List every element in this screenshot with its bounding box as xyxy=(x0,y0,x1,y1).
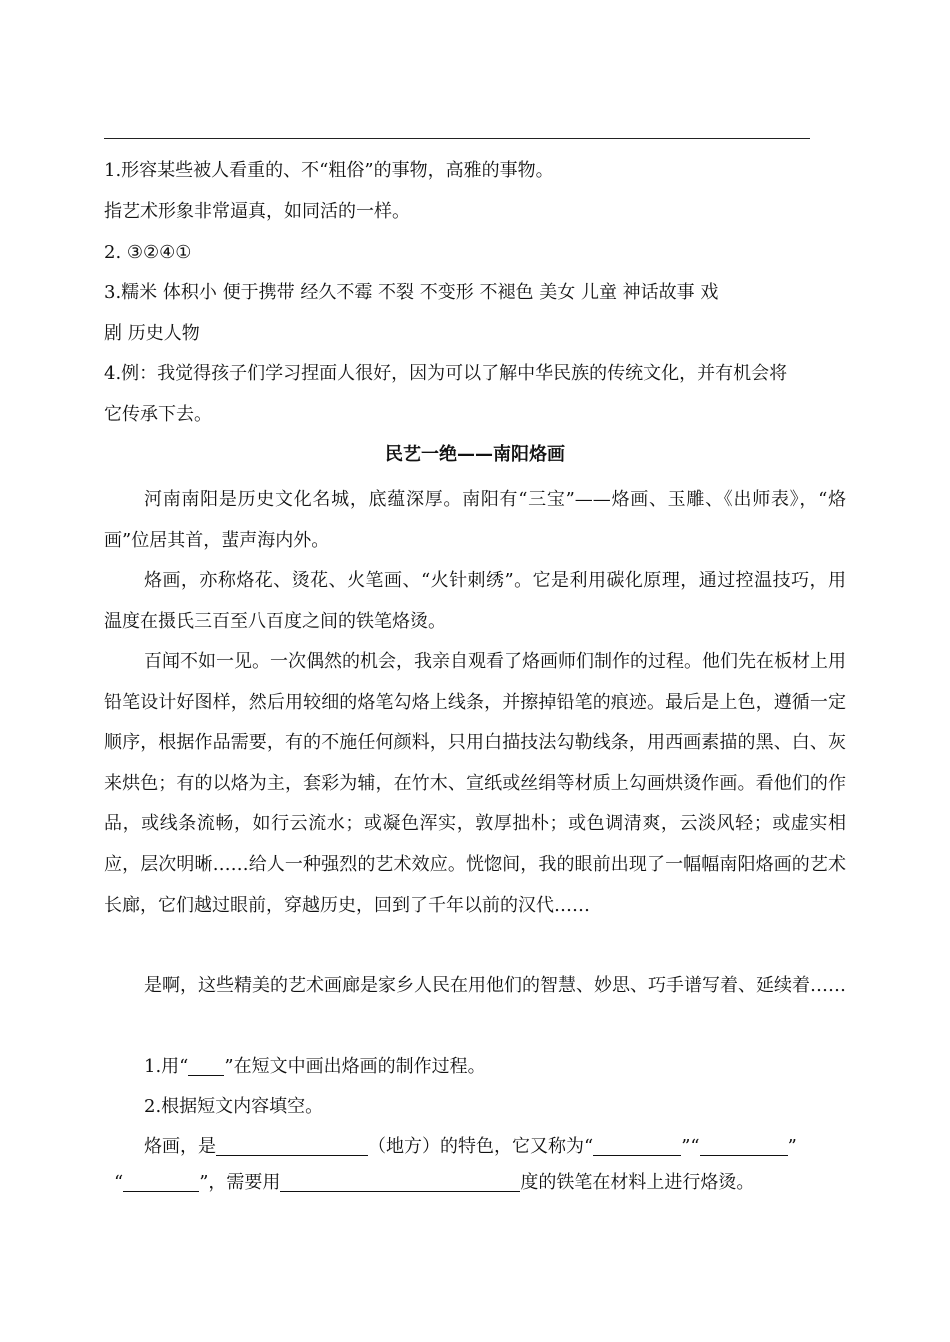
passage-title: 民艺一绝——南阳烙画 xyxy=(385,444,565,465)
header-rule xyxy=(104,138,810,139)
answer-3-line-1: 3.糯米 体积小 便于携带 经久不霉 不裂 不变形 不褪色 美女 儿童 神话故事 戏 xyxy=(104,282,719,303)
fill-text-b: （地方）的特色，它又称为“ xyxy=(368,1136,594,1157)
fill-text-c: ”“ xyxy=(681,1136,700,1157)
question-2-fill-line-2 xyxy=(114,1170,754,1196)
blank-alias-1[interactable] xyxy=(593,1135,681,1156)
question-2: 2.根据短文内容填空。 xyxy=(144,1096,324,1117)
answer-1-line-1: 1.形容某些被人看重的、不“粗俗”的事物，高雅的事物。 xyxy=(104,160,554,181)
question-1-prefix: 1.用“ xyxy=(144,1056,189,1077)
answer-4-line-2: 它传承下去。 xyxy=(104,404,212,425)
question-1-underline-sample xyxy=(188,1055,224,1076)
passage-paragraph-1: 河南南阳是历史文化名城，底蕴深厚。南阳有“三宝”——烙画、玉雕、《出师表》，“烙画”位居其首，蜚声海内外。 xyxy=(104,489,846,551)
fill-text-a: 烙画，是 xyxy=(144,1136,216,1157)
answer-4-line-1: 4.例：我觉得孩子们学习捏面人很好，因为可以了解中华民族的传统文化，并有机会将 xyxy=(104,363,788,384)
answer-1-line-2: 指艺术形象非常逼真，如同活的一样。 xyxy=(104,201,410,222)
passage-paragraph-3: 百闻不如一见。一次偶然的机会，我亲自观看了烙画师们制作的过程。他们先在板材上用铅笔设计好图样，然后用较细的烙笔勾烙上线条，并擦掉铅笔的痕迹。最后是上色，遵循一定顺序，根据作品需要，有的不施任何颜料，只用白描技法勾勒线条，用西画素描的黑、白、灰来烘色；有的以烙为主，套彩为辅，在竹木、宣纸或丝绢等材质上勾画烘烫作画。看他们的作品，或线条流畅，如行云流水；或凝色浑实，敦厚拙朴；或色调清爽，云淡风轻；或虚实相应，层次明晰……给人一种强烈的艺术效应。恍惚间，我的眼前出现了一幅幅南阳烙画的艺术长廊，它们越过眼前，穿越历史，回到了千年以前的汉代…… xyxy=(104,651,846,916)
passage-paragraph-4: 是啊，这些精美的艺术画廊是家乡人民在用他们的智慧、妙思、巧手谱写着、延续着…… xyxy=(144,975,846,996)
fill-text-f: ”，需要用 xyxy=(199,1172,281,1193)
fill-text-e: “ xyxy=(114,1172,124,1193)
fill-text-g: 度的铁笔在材料上进行烙烫。 xyxy=(520,1172,755,1193)
passage-paragraph-2: 烙画，亦称烙花、烫花、火笔画、“火针刺绣”。它是利用碳化原理，通过控温技巧，用温度在摄氏三百至八百度之间的铁笔烙烫。 xyxy=(104,570,846,632)
blank-place[interactable] xyxy=(216,1135,368,1156)
blank-alias-3[interactable] xyxy=(123,1171,199,1192)
blank-temperature[interactable] xyxy=(280,1171,520,1192)
question-1-suffix: ”在短文中画出烙画的制作过程。 xyxy=(224,1056,486,1077)
blank-alias-2[interactable] xyxy=(700,1135,788,1156)
fill-text-d: ” xyxy=(787,1136,797,1157)
question-1 xyxy=(144,1054,486,1080)
answer-3-line-2: 剧 历史人物 xyxy=(104,323,200,344)
question-2-fill-line-1 xyxy=(144,1134,797,1160)
answer-2: 2. ③②④① xyxy=(104,242,192,263)
